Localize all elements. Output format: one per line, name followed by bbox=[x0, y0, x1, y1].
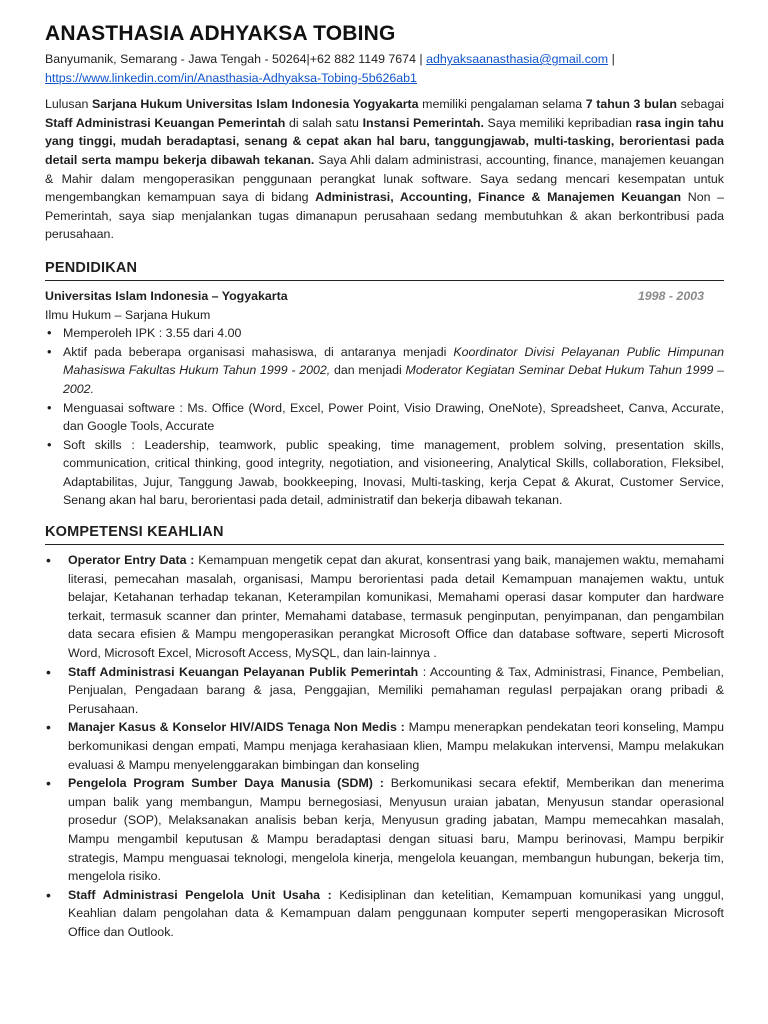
summary-text: memiliki pengalaman selama bbox=[418, 97, 586, 112]
candidate-name: ANASTHASIA ADHYAKSA TOBING bbox=[45, 22, 396, 45]
address: Banyumanik, Semarang - Jawa Tengah - 50264 bbox=[45, 52, 307, 66]
skill-item bbox=[45, 551, 724, 663]
summary-bold: 7 tahun 3 bulan bbox=[585, 97, 678, 112]
education-list bbox=[45, 324, 724, 510]
skill-text: : Accounting & Tax, Administrasi, Finance, Pembelian, Penjualan, Pengadaan barang & jasa, Penggajian, Memiliki pemahaman regulasI perpajakan orang pribadi & Perusahaan. bbox=[68, 664, 724, 716]
org-role: Moderator Kegiatan Seminar Debat Hukum Tahun 1999 – 2002. bbox=[63, 363, 724, 396]
education-years: 1998 - 2003 bbox=[637, 288, 704, 303]
skill-item bbox=[45, 718, 724, 774]
summary-bold: Instansi Pemerintah. bbox=[362, 115, 484, 130]
summary-text: di salah satu bbox=[285, 115, 363, 130]
summary-bold: rasa ingin tahu yang tinggi, mudah beradaptasi, senang & cepat akan hal baru, tanggungjawab, multi-tasking, berorientasi pada detail serta mampu bekerja dibawah tekanan. bbox=[45, 115, 724, 167]
separator: | bbox=[611, 52, 615, 66]
skills-list bbox=[45, 551, 724, 941]
separator: | bbox=[306, 52, 310, 66]
summary-bold: Sarjana Hukum Universitas Islam Indonesia Yogyakarta bbox=[91, 97, 419, 112]
section-title-education: PENDIDIKAN bbox=[45, 258, 724, 281]
skill-item bbox=[45, 774, 724, 886]
profile-summary bbox=[45, 95, 724, 244]
contact-line bbox=[45, 50, 724, 87]
org-text: dan menjadi bbox=[330, 363, 406, 378]
list-item: • Soft skills : Leadership, teamwork, public speaking, time management, problem solving, presentation skills, communication, critical thinking, good integrity, negotiation, and visioneering, Analytical Skills, collaboration, Fleksibel, Adaptabilitas, Jujur, Tanggung Jawab, bookkeeping, Inovasi, Multi-tasking, kerja Cepat & Akurat, Customer Service, Senang akan hal baru, berorientasi pada detail, administratif dan bekerja dibawah tekanan. bbox=[45, 436, 724, 510]
school-name: Universitas Islam Indonesia – Yogyakarta bbox=[45, 288, 288, 303]
skill-text: Berkomunikasi secara efektif, Memberikan dan menerima umpan balik yang membangun, Mampu bernegosiasi, Menyusun uraian jabatan, Menyusun standar operasional prosedur (SOP), Melaksanakan analisis beban kerja, Menyusun grading jabatan, Mampu memecahkan masalah, Mampu mengambil keputusan & Mampu beradaptasi dengan situasi baru, Mampu berinovasi, Mampu berpikir strategis, Mampu menguasai teknologi, mengelola kinerja, mengelola keuangan, membangun hubungan, bekerja tim, mengelola risiko. bbox=[68, 776, 724, 884]
email-link[interactable]: adhyaksaanasthasia@gmail.com bbox=[426, 52, 609, 66]
section-title-skills: KOMPETENSI KEAHLIAN bbox=[45, 522, 724, 545]
summary-text: Lulusan bbox=[45, 97, 92, 112]
linkedin-link[interactable]: https://www.linkedin.com/in/Anasthasia-Adhyaksa-Tobing-5b626ab1 bbox=[45, 70, 417, 85]
separator: | bbox=[419, 52, 423, 66]
list-item: • Memperoleh IPK : 3.55 dari 4.00 bbox=[45, 324, 724, 343]
skill-item bbox=[45, 663, 724, 719]
summary-bold: Staff Administrasi Keuangan Pemerintah bbox=[45, 115, 286, 130]
skill-text: Mampu menerapkan pendekatan teori konseling, Mampu berkomunikasi dengan empati, Mampu menjaga kerahasiaan klien, Mampu melakukan intervensi, Mampu melakukan evaluasi & Mampu menyelenggarakan bimbingan dan konseling bbox=[68, 720, 724, 772]
skill-title: Pengelola Program Sumber Daya Manusia (SDM) : bbox=[68, 776, 384, 791]
org-text: Aktif pada beberapa organisasi mahasiswa, di antaranya menjadi bbox=[63, 344, 454, 359]
skill-title: Manajer Kasus & Konselor HIV/AIDS Tenaga Non Medis : bbox=[68, 720, 405, 735]
skill-item bbox=[45, 886, 724, 942]
list-item bbox=[45, 343, 724, 399]
summary-text: sebagai bbox=[677, 97, 724, 112]
summary-bold: Administrasi, Accounting, Finance & Manajemen Keuangan bbox=[315, 190, 682, 205]
summary-text: Non – Pemerintah, saya siap menjalankan tugas dimanapun perusahaan sedang membutuhkan & akan berkontribusi pada perusahaan. bbox=[45, 190, 725, 242]
skill-title: Staff Administrasi Keuangan Pelayanan Publik Pemerintah bbox=[68, 664, 419, 679]
skill-text: Kedisiplinan dan ketelitian, Kemampuan komunikasi yang unggul, Keahlian dalam pengolahan data & Kemampuan dalam penggunaan komputer seperti mengoperasikan Microsoft Office dan Outlook. bbox=[68, 887, 724, 939]
summary-text: Saya memiliki kepribadian bbox=[483, 115, 636, 130]
skill-title: Operator Entry Data : bbox=[68, 553, 195, 568]
education-header bbox=[45, 287, 724, 306]
org-role: Koordinator Divisi Pelayanan Public Himpunan Mahasiswa Fakultas Hukum Tahun 1999 - 2002, bbox=[63, 344, 724, 378]
degree: Ilmu Hukum – Sarjana Hukum bbox=[45, 307, 211, 322]
skill-text: Kemampuan mengetik cepat dan akurat, konsentrasi yang baik, manajemen waktu, memahami literasi, pemecahan masalah, organisasi, Mampu berorientasi pada detail Kemampuan manajemen waktu, untuk belajar, Ketahanan terhadap tekanan, Keterampilan komunikasi, Memahami operasi dasar komputer dan hardware terkait, termasuk scanner dan printer, Memahami database, termasuk penginputan, penyimpanan, dan pengambilan data secara efisien & Mampu mengoperasikan perangkat Microsoft Office dan database software, seperti Microsoft Word, Microsoft Excel, Microsoft Access, MySQL, dan lain-lainnya . bbox=[68, 553, 724, 661]
summary-text: Saya Ahli dalam administrasi, accounting, finance, manajemen keuangan & Mahir dalam mengoperasikan penggunaan perangkat lunak software. Saya sedang mencari kesempatan untuk mengembangkan kemampuan saya di bidang bbox=[45, 152, 724, 205]
skill-title: Staff Administrasi Pengelola Unit Usaha : bbox=[68, 887, 332, 902]
list-item: • Menguasai software : Ms. Office (Word, Excel, Power Point, Visio Drawing, OneNote), Spreadsheet, Canva, Accurate, dan Google Tools, Accurate bbox=[45, 399, 724, 436]
phone: +62 882 1149 7674 bbox=[309, 52, 416, 66]
